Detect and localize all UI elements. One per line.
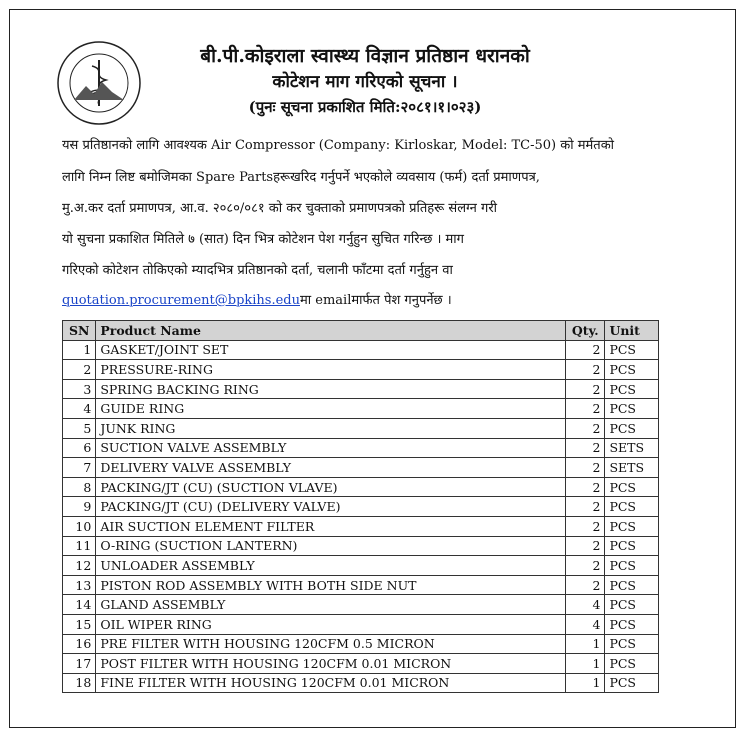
row-product-name: PACKING/JT (CU) (DELIVERY VALVE) (96, 497, 566, 517)
table-row (63, 654, 659, 674)
row-product-name: PRE FILTER WITH HOUSING 120CFM 0.5 MICRON (96, 634, 566, 654)
row-qty: 2 (566, 556, 605, 576)
table-row (63, 575, 659, 595)
row-unit: PCS (605, 556, 659, 576)
row-qty: 2 (566, 340, 605, 360)
row-sn: 3 (63, 379, 96, 399)
row-sn: 1 (63, 340, 96, 360)
table-row (63, 516, 659, 536)
row-qty: 2 (566, 516, 605, 536)
body-line-4: यो सुचना प्रकाशित मितिले ७ (सात) दिन भित्र कोटेशन पेश गर्नुहुन सुचित गरिन्छ । माग (62, 232, 464, 247)
row-unit: SETS (605, 438, 659, 458)
row-sn: 7 (63, 458, 96, 478)
row-sn: 6 (63, 438, 96, 458)
row-sn: 14 (63, 595, 96, 615)
row-qty: 1 (566, 654, 605, 674)
table-row (63, 458, 659, 478)
row-qty: 2 (566, 497, 605, 517)
row-qty: 2 (566, 536, 605, 556)
row-product-name: PRESSURE-RING (96, 360, 566, 380)
row-unit: PCS (605, 418, 659, 438)
row-product-name: OIL WIPER RING (96, 614, 566, 634)
row-sn: 5 (63, 418, 96, 438)
body-line-3: मु.अ.कर दर्ता प्रमाणपत्र, आ.व. २०८०/०८१ को कर चुक्ताको प्रमाणपत्रको प्रतिहरू संलग्न गरी (62, 201, 498, 216)
table-row (63, 536, 659, 556)
row-qty: 2 (566, 399, 605, 419)
row-unit: PCS (605, 575, 659, 595)
parts-table (62, 320, 659, 693)
header-sn: SN (63, 321, 96, 341)
row-sn: 17 (63, 654, 96, 674)
table-row (63, 379, 659, 399)
row-qty: 2 (566, 575, 605, 595)
body-line-5: गरिएको कोटेशन तोकिएको म्यादभित्र प्रतिष्ठानको दर्ता, चलानी फाँटमा दर्ता गर्नुहुन वा (62, 263, 453, 278)
table-row (63, 595, 659, 615)
table-row (63, 360, 659, 380)
row-sn: 15 (63, 614, 96, 634)
row-product-name: SPRING BACKING RING (96, 379, 566, 399)
row-product-name: O-RING (SUCTION LANTERN) (96, 536, 566, 556)
row-product-name: GASKET/JOINT SET (96, 340, 566, 360)
row-qty: 1 (566, 673, 605, 693)
row-sn: 8 (63, 477, 96, 497)
body-line-6-rest: मा emailमार्फत पेश गनुपर्नेछ । (300, 293, 452, 308)
row-unit: PCS (605, 379, 659, 399)
row-product-name: UNLOADER ASSEMBLY (96, 556, 566, 576)
row-product-name: AIR SUCTION ELEMENT FILTER (96, 516, 566, 536)
table-row (63, 614, 659, 634)
row-unit: PCS (605, 340, 659, 360)
table-row (63, 673, 659, 693)
row-sn: 16 (63, 634, 96, 654)
table-row (63, 634, 659, 654)
row-unit: PCS (605, 536, 659, 556)
row-unit: SETS (605, 458, 659, 478)
table-row (63, 399, 659, 419)
header-qty: Qty. (566, 321, 605, 341)
header-unit: Unit (605, 321, 659, 341)
row-qty: 2 (566, 438, 605, 458)
row-unit: PCS (605, 673, 659, 693)
row-unit: PCS (605, 399, 659, 419)
row-product-name: FINE FILTER WITH HOUSING 120CFM 0.01 MICRON (96, 673, 566, 693)
row-qty: 2 (566, 360, 605, 380)
body-line-6 (62, 291, 688, 311)
table-row (63, 340, 659, 360)
notice-title: कोटेशन माग गरिएको सूचना । (272, 72, 458, 92)
table-header-row (63, 321, 659, 341)
row-sn: 10 (63, 516, 96, 536)
row-qty: 2 (566, 458, 605, 478)
row-unit: PCS (605, 595, 659, 615)
row-unit: PCS (605, 634, 659, 654)
row-unit: PCS (605, 654, 659, 674)
row-sn: 12 (63, 556, 96, 576)
row-product-name: POST FILTER WITH HOUSING 120CFM 0.01 MICRON (96, 654, 566, 674)
row-unit: PCS (605, 360, 659, 380)
row-sn: 18 (63, 673, 96, 693)
institute-title: बी.पी.कोइराला स्वास्थ्य विज्ञान प्रतिष्ठान धरानको (200, 45, 530, 67)
email-link[interactable]: quotation.procurement@bpkihs.edu (62, 293, 300, 308)
row-product-name: JUNK RING (96, 418, 566, 438)
body-line-2: लागि निम्न लिष्ट बमोजिमका Spare Partsहरूखरिद गर्नुपर्ने भएकोले व्यवसाय (फर्म) दर्ता प्रमाणपत्र, (62, 170, 540, 185)
row-sn: 11 (63, 536, 96, 556)
row-unit: PCS (605, 477, 659, 497)
row-sn: 9 (63, 497, 96, 517)
body-line-1: यस प्रतिष्ठानको लागि आवश्यक Air Compressor (Company: Kirloskar, Model: TC-50) को मर्मतको (62, 138, 615, 153)
row-sn: 13 (63, 575, 96, 595)
row-sn: 2 (63, 360, 96, 380)
header-product-name: Product Name (96, 321, 566, 341)
row-product-name: DELIVERY VALVE ASSEMBLY (96, 458, 566, 478)
row-unit: PCS (605, 516, 659, 536)
table-row (63, 556, 659, 576)
row-product-name: GUIDE RING (96, 399, 566, 419)
row-qty: 4 (566, 595, 605, 615)
table-row (63, 438, 659, 458)
row-qty: 2 (566, 379, 605, 399)
row-product-name: PACKING/JT (CU) (SUCTION VLAVE) (96, 477, 566, 497)
row-qty: 1 (566, 634, 605, 654)
republish-date: (पुनः सूचना प्रकाशित मिति:२०८१।१।०२३) (248, 98, 482, 116)
row-qty: 2 (566, 477, 605, 497)
table-row (63, 497, 659, 517)
row-product-name: PISTON ROD ASSEMBLY WITH BOTH SIDE NUT (96, 575, 566, 595)
table-row (63, 477, 659, 497)
row-product-name: GLAND ASSEMBLY (96, 595, 566, 615)
institute-logo (56, 40, 142, 126)
table-row (63, 418, 659, 438)
row-qty: 2 (566, 418, 605, 438)
row-qty: 4 (566, 614, 605, 634)
row-sn: 4 (63, 399, 96, 419)
row-unit: PCS (605, 497, 659, 517)
row-product-name: SUCTION VALVE ASSEMBLY (96, 438, 566, 458)
row-unit: PCS (605, 614, 659, 634)
